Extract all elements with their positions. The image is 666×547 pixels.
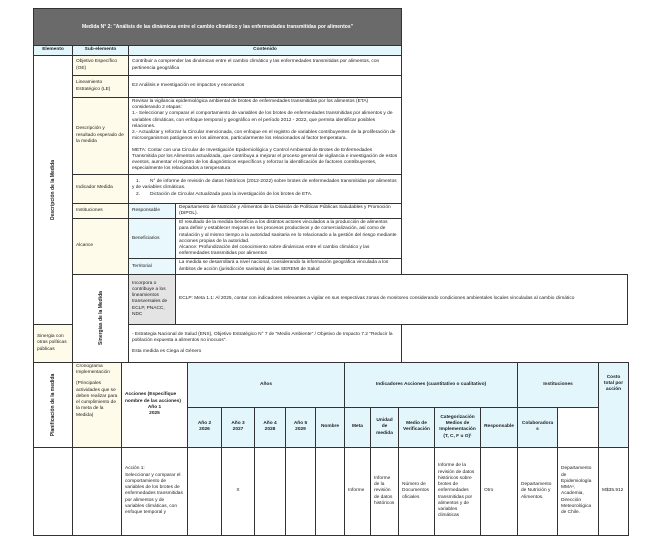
header-acciones: Acciones (Especifique nombre de las acciones) Año 1 2025: [122, 362, 188, 447]
cell-otras-instituciones: Departamento de Epidemiología MMA¹, Academia, Dirección Meteorológica de Chile.: [558, 447, 599, 535]
cell-medio: Número de Documentos oficiales: [399, 447, 435, 535]
cell-costo: M$35.912: [599, 447, 629, 535]
beneficiarios-label: Beneficiarios: [129, 219, 176, 259]
territorial-value: La medida se desarrollará a nivel nacional, considerando la información geográfica vinculada a los ámbitos de acción (jurisdicción sanitaria) de las SEREMI de Salud: [176, 259, 402, 274]
header-responsable: Responsable: [481, 407, 518, 447]
instituciones-value: Departamento de Nutrición y Alimentos de la División de Políticas Públicas Saludables y Promoción (DIPOL).: [176, 203, 402, 218]
header-blank: [558, 407, 599, 447]
cell-responsable: Otro: [481, 447, 518, 535]
header-instituciones: Instituciones: [518, 362, 599, 407]
header-contenido: Contenido: [129, 46, 402, 56]
beneficiarios-value: El resultado de la medida beneficia a los distintos actores vinculados a la producción de alimentos para definir y establecer mejoras en los procesos productivos y de comercialización, así como de rotulación y al mismo tiempo a la autoridad sanitaria en lo relacionado a la gestión del riesgo mediante acciones propias de la autoridad. Alcance: Profundización del conocimiento sobre dinámicas entre el cambio climático y las enfermedades transmitidas por alimentos: [176, 219, 402, 259]
header-colaboradoras: Colaboradoras: [518, 407, 558, 447]
header-indicadores: Indicadores Acciones (cuantitativo o cualitativo): [345, 362, 518, 407]
measure-title: Medida N° 2: "Análisis de las dinámicas entre el cambio climático y las enfermedades transmitidas por alimentos": [34, 9, 402, 46]
territorial-label: Territorial: [129, 259, 176, 274]
header-costo: Costo total por acción: [599, 362, 629, 447]
cell-anio-3: X: [222, 447, 255, 535]
incorpora-value: ECLP: Meta 1.1: Al 2025, contar con indicadores relevantes a vigilar en sus respectivas zonas de monitoreo considerando condiciones ambientales locales vinculadas al cambio climático: [176, 274, 628, 324]
sub-oe: Objetivo Específico (OE): [73, 56, 129, 76]
sub-incorpora: Incorpora o contribuye a los lineamientos transversales de ECLP, PNACC, NDC: [129, 274, 176, 324]
header-medio: Medio de Verificación: [399, 407, 435, 447]
document: [33, 0, 628, 536]
header-anio-4: Año 4 2028: [255, 407, 286, 447]
header-categorizacion: Categorización Medios de Implementación (T, C, F u O)¹: [435, 407, 481, 447]
element-descripcion: Descripción de la Medida: [34, 56, 73, 325]
cell-empty: [34, 447, 73, 535]
sub-alcance: Alcance: [73, 219, 129, 275]
header-sub-elemento: Sub-elemento: [73, 46, 129, 56]
instituciones-responsable-label: Responsable: [129, 203, 176, 218]
header-nombre: Nombre: [316, 407, 345, 447]
oe-value: Contribuir a comprender las dinámicas entre el cambio climático y las enfermedades transmitidas por alimentos, con pertinencia geográfica: [129, 56, 402, 76]
measure-table-description: [33, 8, 628, 363]
le-value: E2 Análisis e Investigación en impactos y escenarios: [129, 76, 402, 98]
header-anio-2: Año 2 2026: [188, 407, 222, 447]
header-anios: Años: [188, 362, 345, 407]
header-anio-5: Año 5 2029: [286, 407, 316, 447]
sub-le: Lineamiento Estratégico (LE): [73, 76, 129, 98]
cell-anio-2: [188, 447, 222, 535]
indicador-value: 1. N° de informe de revisión de datos históricos (2012-2022) sobre brotes de enfermedades transmitidas por alimentos y de variables climáticas. 2. Dictación de Circular Actualizada para la investigación de los brotes de ETA.: [129, 174, 402, 203]
cell-colaboradoras: Departamento de Nutrición y Alimentos.: [518, 447, 558, 535]
cell-anio-5: [286, 447, 316, 535]
element-sinergias: Sinergias de la Medida: [73, 274, 129, 362]
element-planificacion: Planificación de la medida: [34, 362, 73, 447]
sub-descripcion: Descripción y resultado esperado de la medida: [73, 98, 129, 175]
header-anio-3: Año 3 2027: [222, 407, 255, 447]
sub-instituciones: Instituciones: [73, 203, 129, 218]
cell-unidad: Informe de la revisión de datos históricos: [371, 447, 399, 535]
header-unidad: Unidad de medida: [371, 407, 399, 447]
sub-cronograma: Cronograma Implementación (Principales actividades que se deben realizar para el cumplimiento de la meta de la Medida): [73, 362, 122, 447]
header-meta: Meta: [345, 407, 371, 447]
header-elemento: Elemento: [34, 46, 73, 56]
cell-accion: Acción 1: Seleccionar y comparar el comportamiento de variables de los brotes de enfermedades transmitidas por alimentos y de variables climáticas, con enfoque temporal y: [122, 447, 188, 535]
sub-indicador: Indicador Medida: [73, 174, 129, 203]
cell-anio-4: [255, 447, 286, 535]
table-row: [34, 447, 629, 535]
cell-empty: [73, 447, 122, 535]
cell-categorizacion: Informe de la revisión de datos históricos sobre brotes de enfermedades transmitidas por alimentos y de variables climáticas: [435, 447, 481, 535]
sub-sinergia-otras: Sinergia con otras políticas públicas: [34, 324, 73, 362]
cell-meta: Informe: [345, 447, 371, 535]
descripcion-value: Revisar la vigilancia epidemiológica ambiental de brotes de enfermedades transmitidas por los alimentos (ETA) considerando 2 etapas: 1.- Seleccionar y comparar el comportamiento de variables de los brotes de enfermedades transmitidas por alimentos y de variables climáticas, con enfoque temporal y geográfico en el período 2012 - 2022, que permita identificar posibles relaciones. 2.- Actualizar y reforzar la Circular mencionada, con enfoque en el registro de variables contribuyentes de la proliferación de microorganismos patógenos en los alimentos, particularmente los relacionados al factor temperatura. META: Contar con una Circular de Investigación Epidemiológica y Control Ambiental de Brotes de Enfermedades Transmitida por los Alimentos actualizada, que contribuya a mejorar el proceso general de vigilancia e investigación de estos eventos, aumentar el registro de los diagnósticos específicos y reforzar la identificación de factores contribuyentes, especialmente los relacionados a temperatura: [129, 98, 402, 175]
measure-table-planning: [33, 362, 629, 536]
sinergia-otras-value: - Estrategia Nacional de Salud (ENS), Objetivo Estratégico N° 7 de "Medio Ambiente" / Objetivo de Impacto 7.2 "Reducir la población expuesta a alimentos no inocuos". Esta medida es Ciega al Género: [129, 324, 402, 362]
cell-nombre: [316, 447, 345, 535]
